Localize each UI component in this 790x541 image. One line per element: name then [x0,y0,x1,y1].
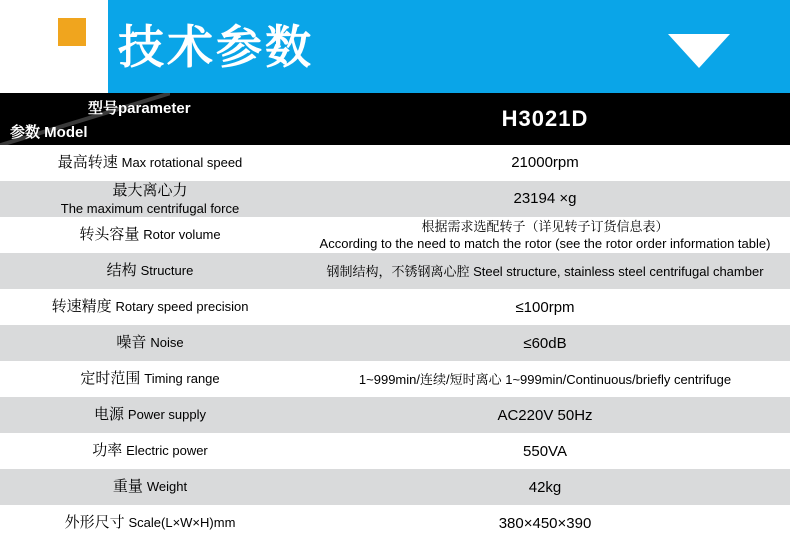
row-value: 380×450×390 [498,514,592,532]
row-label-en: Rotary speed precision [115,299,249,315]
company-logo [20,18,92,76]
row-label [0,217,300,253]
down-triangle-icon [668,34,730,68]
row-value: 42kg [528,478,562,496]
model-header-label: 参数 Model [10,124,88,141]
row-label-cn: 转速精度 [51,298,112,316]
row-label-cn: 电源 [94,406,125,424]
table-row [0,469,790,505]
row-label [0,469,300,505]
row-value: ≤100rpm [515,298,575,316]
table-row [0,361,790,397]
logo-square-orange [58,18,86,46]
row-label-cn: 最高转速 [57,153,118,171]
row-value: ≤60dB [523,334,567,352]
row-label-en: Noise [150,335,184,351]
row-value: 钢制结构，不锈钢离心腔 Steel structure, stainless steel centrifugal chamber [326,263,764,279]
spec-table [0,145,790,541]
table-row [0,181,790,217]
table-row [0,397,790,433]
row-label [0,361,300,397]
row-label [0,433,300,469]
row-label-cn: 噪音 [116,334,147,352]
row-value: 21000rpm [511,154,579,172]
row-label-cn: 外形尺寸 [64,514,125,532]
page-header [0,0,790,93]
row-value: 1~999min/连续/短时离心 1~999min/Continuous/briefly centrifuge [358,371,732,387]
row-value: 550VA [523,442,567,460]
logo-square-white-1 [20,18,52,46]
row-label [0,253,300,289]
row-label-cn: 转头容量 [79,226,140,244]
row-value: AC220V 50Hz [497,406,593,424]
page-title: 技术参数 [118,21,314,73]
row-label [0,505,300,541]
row-label-en: Rotor volume [143,227,221,243]
table-row [0,505,790,541]
model-value: H3021D [501,106,589,131]
row-label-en: Scale(L×W×H)mm [128,515,236,531]
row-label-cn: 定时范围 [80,370,141,388]
row-label [0,325,300,361]
table-row [0,433,790,469]
row-label-cn: 功率 [92,442,123,460]
row-label-cn: 最大离心力 [112,182,188,199]
row-label [0,181,300,217]
table-row [0,253,790,289]
row-label-en: Weight [146,479,188,495]
row-value: 23194 ×g [513,190,577,208]
row-label-en: Power supply [127,407,206,423]
row-label-cn: 结构 [106,262,137,280]
row-value-cn: 根据需求选配转子（详见转子订货信息表） [421,218,669,234]
row-label-en: Max rotational speed [121,154,243,170]
table-row [0,145,790,181]
row-label-en: Timing range [144,371,220,387]
table-row [0,217,790,253]
row-label-cn: 重量 [112,478,143,496]
table-row [0,289,790,325]
row-label [0,397,300,433]
row-label-en: Electric power [126,443,208,459]
table-header-band [0,93,790,145]
row-label [0,145,300,181]
row-value-en: According to the need to match the rotor (see the rotor order information table) [319,236,771,252]
logo-square-white-2 [20,50,48,76]
row-label [0,289,300,325]
row-label-en: Structure [140,263,194,279]
parameter-header-label: 型号parameter [88,100,191,117]
logo-square-white-3 [54,50,82,76]
table-row [0,325,790,361]
row-label-en: The maximum centrifugal force [60,200,240,216]
row-value [300,217,790,253]
